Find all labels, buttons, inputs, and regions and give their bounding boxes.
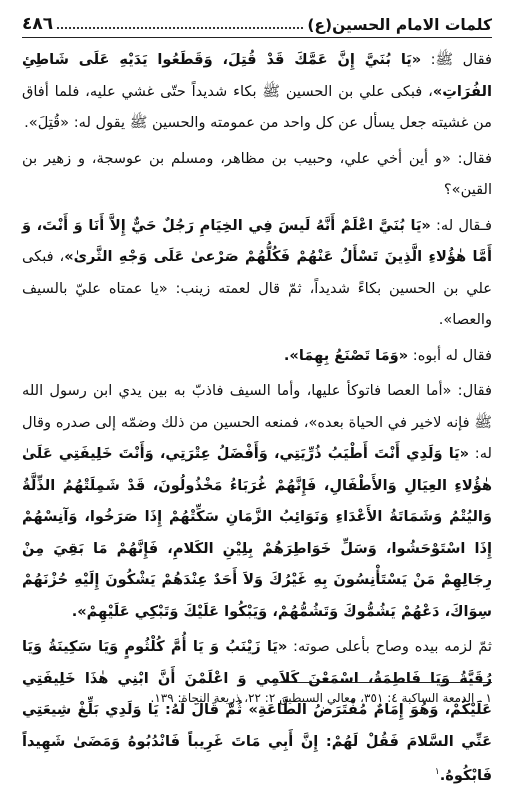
quoted-speech: ثُمَّ قَالَ لَهُ: يَا وَلَدِي بَلِّغْ شِيعَتِي عَنِّي السَّلامَ فَقُلْ لَهُمْ: إِنَّ أَبِي مَاتَ غَرِيباً فَانْدُبُوهُ وَمَضَىٰ شَهِيداً فَابْكُوهُ. (22, 701, 492, 784)
quoted-speech: «يَا زَيْنَبُ وَ يَا أُمَّ كُلْثُومٍ وَيَا سَكِينَةُ وَيَا رُقَيَّةُ وَيَا فَاطِمَةُ، اسْمَعْنَ كَلاَمِي وَ اعْلَمْنَ أَنَّ ابْنِي هٰذَا خَلِيفَتِي عَلَيْكُمْ، وَهُوَ إِمَامٌ مُفْتَرَضُ الطَّاعَةِ» (22, 638, 492, 718)
text: ثمّ لزمه بيده وصاح بأعلى صوته: (287, 638, 492, 655)
text: فقال له أبوه: (408, 346, 492, 364)
paragraph-2 (22, 143, 492, 206)
quoted-speech: «يَا بُنَيَّ اعْلَمْ أَنَّهُ لَيسَ فِي الخِيَامِ رَجُلٌ حَيٌّ إِلاَّ أَنَا وَ أَنْتَ، وَ أَمَّا هٰؤُلاءِ الَّذِينَ تَسْأَلُ عَنْهُمْ فَكُلُّهُمْ صَرْعىٰ عَلَى وَجْهِ الثَّرىٰ» (22, 216, 492, 265)
quoted-speech: «يَا وَلَدِي أَنْتَ أَطْيَبُ ذُرِّيَتِي، وَأَفْضَلُ عِتْرَتِي، وَأَنْتَ خَلِيفَتِي عَلَىٰ هٰؤُلاءِ العِيَالِ وَالأَطْفَالِ، فَإِنَّهُمْ غُرَبَاءُ مَخْذُولُونَ، قَدْ شَمِلَتْهُمُ الذِّلَّةُ وَاليُتْمُ وَشَمَاتَةُ الأَعْدَاءِ وَنَوَائِبُ الزَّمَانِ سَكِّتْهُمْ إِذَا صَرَخُوا، وَآنِسْهُمْ إِذَا اسْتَوْحَشُوا، وَسَلِّ خَوَاطِرَهُمْ بِلِيْنِ الكَلامِ، فَإِنَّهُمْ مَا بَقِيَ مِنْ رِجَالِهِمْ مَنْ يَسْتَأْنِسُونَ بِهِ غَيْرُكَ وَلاَ أَحَدٌ عِنْدَهُمْ يَشْكُونَ إِلَيْهِ حُزْنَهُمْ سِوَاكَ، دَعْهُمْ يَشُمُّوكَ وَتَشُمُّهُمْ، وَيَبْكُوا عَلَيْكَ وَتَبْكِي عَلَيْهِمْ». (22, 445, 492, 620)
footnote-divider (277, 682, 492, 683)
footnote-reference: ١ (434, 767, 440, 777)
text: فـقال له: (430, 216, 492, 234)
paragraph-5 (22, 375, 492, 627)
text: فقال: «أما العصا فاتوكأ عليها، وأما السيف فاذبّ به بين يدي ابن رسول الله ﷺ فإنه لاخير في الحياة بعده»، فمنعه الحسين من ذلك وضمّه إلى صدره وقال له: (22, 382, 492, 462)
page-number: ٤٨٦ (22, 14, 54, 34)
paragraph-1 (22, 44, 492, 139)
footnote: ١ ـ الدمعة الساكبة ٤: ٣٥١، معالي السبطين ٢: ٢٢، ذريعة النجاة: ١٣٩. (150, 691, 492, 705)
book-page (22, 0, 492, 784)
page-header (22, 8, 492, 38)
header-dot-leader (57, 27, 303, 29)
quoted-speech: «يَا بُنَيَّ إِنَّ عَمَّكَ قَدْ قُتِلَ، وَقَطَعُوا يَدَيْهِ عَلَى شَاطِئِ الفُرَاتِ» (22, 51, 492, 100)
running-title: كلمات الامام الحسين(ع) (307, 16, 492, 34)
text: فقال ﷺ: (421, 51, 492, 68)
paragraph-4 (22, 340, 492, 372)
paragraph-3 (22, 210, 492, 336)
text: ، فبكى علي بن الحسين ﷺ بكاء شديداً حتّى غشي عليه، فلما أفاق من غشيته جعل يسأل عن كل واحد من عمومته والحسين ﷺ يقول له: «قُتِلَ». (22, 82, 492, 131)
text: فقال: «و أين أخي علي، وحبيب بن مظاهر، ومسلم بن عوسجة، و زهير بن القين»؟ (22, 149, 492, 198)
text: ، فبكى علي بن الحسين بكاءً شديداً، ثمّ قال لعمته زينب: «يا عمتاه عليّ بالسيف والعصا». (22, 248, 492, 328)
paragraph-6 (22, 631, 492, 791)
quoted-speech: «وَمَا تَصْنَعُ بِهِمَا». (283, 346, 409, 364)
